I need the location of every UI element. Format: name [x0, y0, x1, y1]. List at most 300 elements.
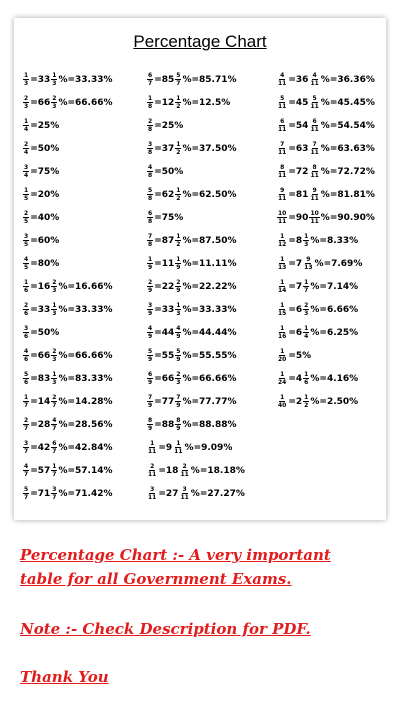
- percent-sign: %: [184, 442, 194, 453]
- chart-row: [146, 459, 270, 482]
- fraction-denominator: 8: [148, 103, 153, 110]
- percentage-value: 63.63%: [337, 143, 375, 154]
- mixed-fraction: [51, 486, 57, 501]
- fraction-numerator: 1: [280, 348, 285, 355]
- fraction-denominator: 11: [278, 80, 287, 87]
- chart-row: [146, 436, 270, 459]
- percentage-value: 66.66%: [75, 97, 113, 108]
- chart-title: Percentage Chart: [133, 32, 267, 51]
- fraction: [23, 371, 29, 386]
- percent-sign: %: [182, 350, 192, 361]
- equals-sign: =: [288, 235, 296, 246]
- fraction-numerator: 4: [24, 348, 29, 355]
- mixed-fraction: [51, 394, 57, 409]
- fraction-denominator: 24: [278, 379, 287, 386]
- fraction-denominator: 8: [148, 195, 153, 202]
- fraction: [23, 486, 29, 501]
- mixed-fraction-denominator: 11: [310, 218, 319, 225]
- fraction-numerator: 4: [148, 325, 153, 332]
- fraction-denominator: 11: [278, 103, 287, 110]
- mixed-fraction-denominator: 6: [304, 379, 309, 386]
- equals-sign: =: [30, 419, 38, 430]
- mixed-fraction-denominator: 9: [176, 356, 181, 363]
- fraction-denominator: 11: [148, 448, 157, 455]
- whole-part: 33: [37, 74, 51, 85]
- fraction-numerator: 3: [24, 164, 29, 171]
- mixed-fraction-numerator: 1: [176, 187, 181, 194]
- fraction-numerator: 1: [24, 118, 29, 125]
- fraction-numerator: 1: [148, 95, 153, 102]
- whole-part: 7: [295, 281, 303, 292]
- equals-sign: =: [154, 74, 162, 85]
- percent-sign: %: [314, 258, 324, 269]
- mixed-fraction-denominator: 3: [52, 310, 57, 317]
- fraction: [147, 417, 153, 432]
- percentage-value: 5%: [295, 350, 312, 361]
- chart-row: [276, 206, 400, 229]
- equals-sign: =: [191, 74, 200, 85]
- fraction: [147, 72, 153, 87]
- fraction-numerator: 1: [280, 302, 285, 309]
- fraction-numerator: 2: [148, 118, 153, 125]
- fraction: [277, 279, 287, 294]
- equals-sign: =: [319, 235, 327, 246]
- mixed-fraction: [303, 302, 309, 317]
- mixed-fraction-denominator: 3: [52, 379, 57, 386]
- percentage-value: 36.36%: [337, 74, 375, 85]
- fraction-denominator: 5: [24, 218, 29, 225]
- mixed-fraction: [175, 187, 181, 202]
- fraction-numerator: 1: [280, 279, 285, 286]
- chart-row: [22, 137, 146, 160]
- percent-sign: %: [58, 419, 68, 430]
- mixed-fraction-denominator: 3: [52, 103, 57, 110]
- percent-sign: %: [320, 166, 330, 177]
- mixed-fraction-numerator: 7: [176, 394, 181, 401]
- equals-sign: =: [154, 235, 162, 246]
- equals-sign: =: [154, 373, 162, 384]
- fraction-denominator: 7: [24, 425, 29, 432]
- mixed-fraction-numerator: 9: [312, 187, 317, 194]
- percentage-value: 33.33%: [199, 304, 237, 315]
- mixed-fraction: [179, 486, 189, 501]
- fraction-numerator: 4: [24, 463, 29, 470]
- fraction-numerator: 3: [24, 233, 29, 240]
- whole-part: 66: [37, 350, 51, 361]
- equals-sign: =: [329, 166, 338, 177]
- equals-sign: =: [154, 189, 162, 200]
- mixed-fraction-denominator: 7: [52, 402, 57, 409]
- fraction-numerator: 9: [280, 187, 285, 194]
- fraction-denominator: 6: [24, 356, 29, 363]
- percentage-value: 57.14%: [75, 465, 113, 476]
- equals-sign: =: [154, 350, 162, 361]
- percent-sign: %: [320, 189, 330, 200]
- equals-sign: =: [30, 396, 38, 407]
- mixed-fraction-numerator: 5: [176, 72, 181, 79]
- fraction-numerator: 8: [148, 417, 153, 424]
- percentage-value: 85.71%: [199, 74, 237, 85]
- percent-sign: %: [310, 373, 320, 384]
- equals-sign: =: [30, 281, 38, 292]
- equals-sign: =: [193, 442, 202, 453]
- fraction-denominator: 7: [24, 471, 29, 478]
- chart-row: [146, 137, 270, 160]
- mixed-fraction-denominator: 7: [176, 80, 181, 87]
- fraction-numerator: 1: [280, 233, 285, 240]
- equals-sign: =: [154, 212, 162, 223]
- mixed-fraction-numerator: 4: [312, 72, 317, 79]
- whole-part: 63: [295, 143, 309, 154]
- percentage-value: 80%: [37, 258, 60, 269]
- chart-row: [22, 252, 146, 275]
- chart-row: [146, 344, 270, 367]
- equals-sign: =: [191, 419, 200, 430]
- equals-sign: =: [323, 258, 332, 269]
- whole-part: 4: [295, 373, 303, 384]
- fraction: [277, 95, 287, 110]
- chart-row: [22, 183, 146, 206]
- percentage-value: 75%: [161, 212, 184, 223]
- mixed-fraction-denominator: 2: [304, 402, 309, 409]
- fraction: [277, 210, 287, 225]
- mixed-fraction-denominator: 11: [310, 103, 319, 110]
- mixed-fraction: [303, 325, 309, 340]
- percent-sign: %: [182, 396, 192, 407]
- percentage-value: 4.16%: [326, 373, 359, 384]
- fraction: [23, 95, 29, 110]
- chart-row: [22, 114, 146, 137]
- equals-sign: =: [30, 350, 38, 361]
- percentage-value: 66.66%: [199, 373, 237, 384]
- percentage-value: 88.88%: [199, 419, 237, 430]
- equals-sign: =: [154, 120, 162, 131]
- mixed-fraction-denominator: 13: [304, 264, 313, 271]
- mixed-fraction-denominator: 3: [176, 379, 181, 386]
- fraction-numerator: 1: [24, 279, 29, 286]
- fraction-denominator: 8: [148, 149, 153, 156]
- equals-sign: =: [288, 373, 296, 384]
- mixed-fraction-numerator: 1: [176, 440, 181, 447]
- mixed-fraction: [175, 279, 181, 294]
- whole-part: 81: [295, 189, 309, 200]
- fraction-denominator: 5: [24, 195, 29, 202]
- equals-sign: =: [154, 419, 162, 430]
- percent-sign: %: [310, 396, 320, 407]
- fraction-denominator: 3: [24, 103, 29, 110]
- fraction: [147, 279, 153, 294]
- percentage-value: 75%: [37, 166, 60, 177]
- percentage-value: 71.42%: [75, 488, 113, 499]
- whole-part: 36: [295, 74, 309, 85]
- equals-sign: =: [67, 488, 76, 499]
- whole-part: 14: [37, 396, 51, 407]
- fraction: [277, 164, 287, 179]
- fraction-numerator: 2: [24, 95, 29, 102]
- percentage-value: 16.66%: [75, 281, 113, 292]
- whole-part: 90: [295, 212, 309, 223]
- fraction: [277, 233, 287, 248]
- fraction: [23, 210, 29, 225]
- whole-part: 62: [161, 189, 175, 200]
- mixed-fraction-numerator: 1: [176, 256, 181, 263]
- mixed-fraction: [175, 302, 181, 317]
- equals-sign: =: [191, 189, 200, 200]
- whole-part: 33: [161, 304, 175, 315]
- percent-sign: %: [182, 97, 192, 108]
- percent-sign: %: [320, 74, 330, 85]
- mixed-fraction-numerator: 2: [176, 371, 181, 378]
- mixed-fraction-numerator: 2: [52, 348, 57, 355]
- chart-row: [146, 482, 270, 505]
- equals-sign: =: [30, 143, 38, 154]
- percentage-value: 42.84%: [75, 442, 113, 453]
- mixed-fraction-numerator: 5: [176, 348, 181, 355]
- whole-part: 7: [295, 258, 303, 269]
- percentage-value: 87.50%: [199, 235, 237, 246]
- mixed-fraction: [51, 417, 57, 432]
- equals-sign: =: [30, 235, 38, 246]
- mixed-fraction: [51, 463, 57, 478]
- mixed-fraction-denominator: 3: [52, 356, 57, 363]
- percentage-value: 8.33%: [326, 235, 359, 246]
- percent-sign: %: [310, 235, 320, 246]
- fraction-numerator: 1: [148, 256, 153, 263]
- percentage-value: 14.28%: [75, 396, 113, 407]
- mixed-fraction-numerator: 5: [312, 95, 317, 102]
- percent-sign: %: [58, 465, 68, 476]
- fraction: [147, 256, 153, 271]
- fraction-numerator: 3: [148, 302, 153, 309]
- fraction: [23, 256, 29, 271]
- fraction-numerator: 6: [148, 371, 153, 378]
- percentage-value: 28.56%: [75, 419, 113, 430]
- fraction-denominator: 8: [148, 218, 153, 225]
- fraction: [147, 118, 153, 133]
- percentage-value: 7.14%: [326, 281, 359, 292]
- mixed-fraction-numerator: 9: [306, 256, 311, 263]
- fraction: [277, 302, 287, 317]
- mixed-fraction-numerator: 2: [176, 279, 181, 286]
- equals-sign: =: [199, 465, 208, 476]
- percent-sign: %: [58, 74, 68, 85]
- mixed-fraction-numerator: 7: [312, 141, 317, 148]
- fraction: [23, 394, 29, 409]
- chart-row: [276, 114, 400, 137]
- mixed-fraction: [309, 118, 319, 133]
- fraction: [147, 371, 153, 386]
- fraction-denominator: 11: [278, 172, 287, 179]
- percentage-value: 6.66%: [326, 304, 359, 315]
- fraction: [277, 256, 287, 271]
- equals-sign: =: [288, 350, 296, 361]
- mixed-fraction-numerator: 1: [304, 233, 309, 240]
- equals-sign: =: [191, 350, 200, 361]
- mixed-fraction: [51, 72, 57, 87]
- fraction: [147, 302, 153, 317]
- percent-sign: %: [310, 281, 320, 292]
- note-headline: Percentage Chart :- A very important: [20, 546, 331, 564]
- note-pdf: Note :- Check Description for PDF.: [20, 620, 311, 638]
- mixed-fraction: [173, 440, 183, 455]
- mixed-fraction: [309, 72, 319, 87]
- fraction-numerator: 8: [280, 164, 285, 171]
- fraction: [23, 348, 29, 363]
- mixed-fraction-denominator: 3: [176, 310, 181, 317]
- mixed-fraction-denominator: 11: [310, 195, 319, 202]
- fraction: [147, 394, 153, 409]
- percentage-value: 33.33%: [75, 304, 113, 315]
- mixed-fraction: [175, 394, 181, 409]
- percentage-value: 25%: [37, 120, 60, 131]
- percent-sign: %: [182, 327, 192, 338]
- mixed-fraction-numerator: 1: [52, 302, 57, 309]
- mixed-fraction-numerator: 1: [52, 371, 57, 378]
- mixed-fraction: [309, 141, 319, 156]
- chart-row: [146, 206, 270, 229]
- mixed-fraction: [303, 371, 309, 386]
- chart-row: [22, 367, 146, 390]
- fraction-numerator: 5: [280, 95, 285, 102]
- fraction-denominator: 8: [148, 126, 153, 133]
- fraction: [147, 348, 153, 363]
- mixed-fraction: [51, 348, 57, 363]
- mixed-fraction-numerator: 8: [312, 164, 317, 171]
- whole-part: 85: [161, 74, 175, 85]
- fraction: [23, 141, 29, 156]
- chart-row: [276, 137, 400, 160]
- equals-sign: =: [67, 373, 76, 384]
- chart-row: [22, 459, 146, 482]
- fraction: [147, 440, 157, 455]
- mixed-fraction-numerator: 2: [52, 279, 57, 286]
- fraction-numerator: 7: [280, 141, 285, 148]
- fraction: [277, 394, 287, 409]
- percent-sign: %: [182, 235, 192, 246]
- equals-sign: =: [30, 373, 38, 384]
- equals-sign: =: [329, 212, 338, 223]
- fraction: [23, 118, 29, 133]
- whole-part: 44: [161, 327, 175, 338]
- fraction-numerator: 4: [148, 164, 153, 171]
- equals-sign: =: [158, 488, 166, 499]
- percentage-value: 20%: [37, 189, 60, 200]
- equals-sign: =: [67, 442, 76, 453]
- fraction-denominator: 8: [148, 241, 153, 248]
- percent-sign: %: [320, 212, 330, 223]
- equals-sign: =: [288, 396, 296, 407]
- whole-part: 71: [37, 488, 51, 499]
- equals-sign: =: [319, 327, 327, 338]
- fraction-numerator: 1: [280, 256, 285, 263]
- whole-part: 72: [295, 166, 309, 177]
- whole-part: 12: [161, 97, 175, 108]
- mixed-fraction: [175, 417, 181, 432]
- chart-row: [22, 229, 146, 252]
- equals-sign: =: [191, 235, 200, 246]
- percent-sign: %: [320, 143, 330, 154]
- fraction: [147, 325, 153, 340]
- percentage-value: 7.69%: [331, 258, 363, 269]
- chart-row: [146, 91, 270, 114]
- fraction: [277, 118, 287, 133]
- equals-sign: =: [329, 120, 338, 131]
- equals-sign: =: [288, 143, 296, 154]
- whole-part: 77: [161, 396, 175, 407]
- fraction-denominator: 11: [148, 494, 157, 501]
- whole-part: 83: [37, 373, 51, 384]
- fraction-numerator: 5: [24, 486, 29, 493]
- mixed-fraction-numerator: 6: [52, 440, 57, 447]
- fraction-denominator: 11: [278, 126, 287, 133]
- equals-sign: =: [30, 189, 38, 200]
- chart-row: [146, 229, 270, 252]
- equals-sign: =: [67, 396, 76, 407]
- fraction-denominator: 11: [278, 195, 287, 202]
- chart-row: [276, 275, 400, 298]
- chart-row: [22, 321, 146, 344]
- percent-sign: %: [58, 442, 68, 453]
- percent-sign: %: [320, 97, 330, 108]
- equals-sign: =: [288, 304, 296, 315]
- percentage-value: 77.77%: [199, 396, 237, 407]
- equals-sign: =: [154, 281, 162, 292]
- mixed-fraction-numerator: 4: [176, 325, 181, 332]
- equals-sign: =: [154, 304, 162, 315]
- fraction-denominator: 40: [278, 402, 287, 409]
- fraction-numerator: 7: [148, 233, 153, 240]
- mixed-fraction: [303, 279, 309, 294]
- chart-row: [22, 413, 146, 436]
- fraction: [277, 348, 287, 363]
- fraction-denominator: 12: [278, 241, 287, 248]
- mixed-fraction-numerator: 4: [52, 417, 57, 424]
- equals-sign: =: [288, 189, 296, 200]
- fraction-denominator: 9: [148, 287, 153, 294]
- percentage-value: 2.50%: [326, 396, 359, 407]
- mixed-fraction-denominator: 2: [176, 149, 181, 156]
- percent-sign: %: [58, 488, 68, 499]
- mixed-fraction: [175, 95, 181, 110]
- whole-part: 33: [37, 304, 51, 315]
- chart-row: [276, 229, 400, 252]
- percent-sign: %: [182, 258, 192, 269]
- whole-part: 6: [295, 304, 303, 315]
- equals-sign: =: [288, 327, 296, 338]
- fraction-denominator: 5: [24, 264, 29, 271]
- whole-part: 8: [295, 235, 303, 246]
- percentage-value: 9.09%: [201, 442, 233, 453]
- fraction-denominator: 4: [24, 172, 29, 179]
- fraction: [23, 463, 29, 478]
- whole-part: 66: [37, 97, 51, 108]
- mixed-fraction-denominator: 11: [310, 126, 319, 133]
- percentage-value: 18.18%: [207, 465, 245, 476]
- fraction-denominator: 6: [24, 310, 29, 317]
- mixed-fraction-denominator: 7: [52, 448, 57, 455]
- note-subline: table for all Government Exams.: [20, 570, 292, 588]
- mixed-fraction-denominator: 11: [174, 448, 183, 455]
- percent-sign: %: [190, 488, 200, 499]
- equals-sign: =: [329, 143, 338, 154]
- mixed-fraction: [51, 95, 57, 110]
- equals-sign: =: [319, 304, 327, 315]
- whole-part: 27: [165, 488, 179, 499]
- fraction-numerator: 5: [24, 371, 29, 378]
- fraction-denominator: 9: [148, 356, 153, 363]
- fraction-denominator: 7: [148, 80, 153, 87]
- chart-row: [22, 390, 146, 413]
